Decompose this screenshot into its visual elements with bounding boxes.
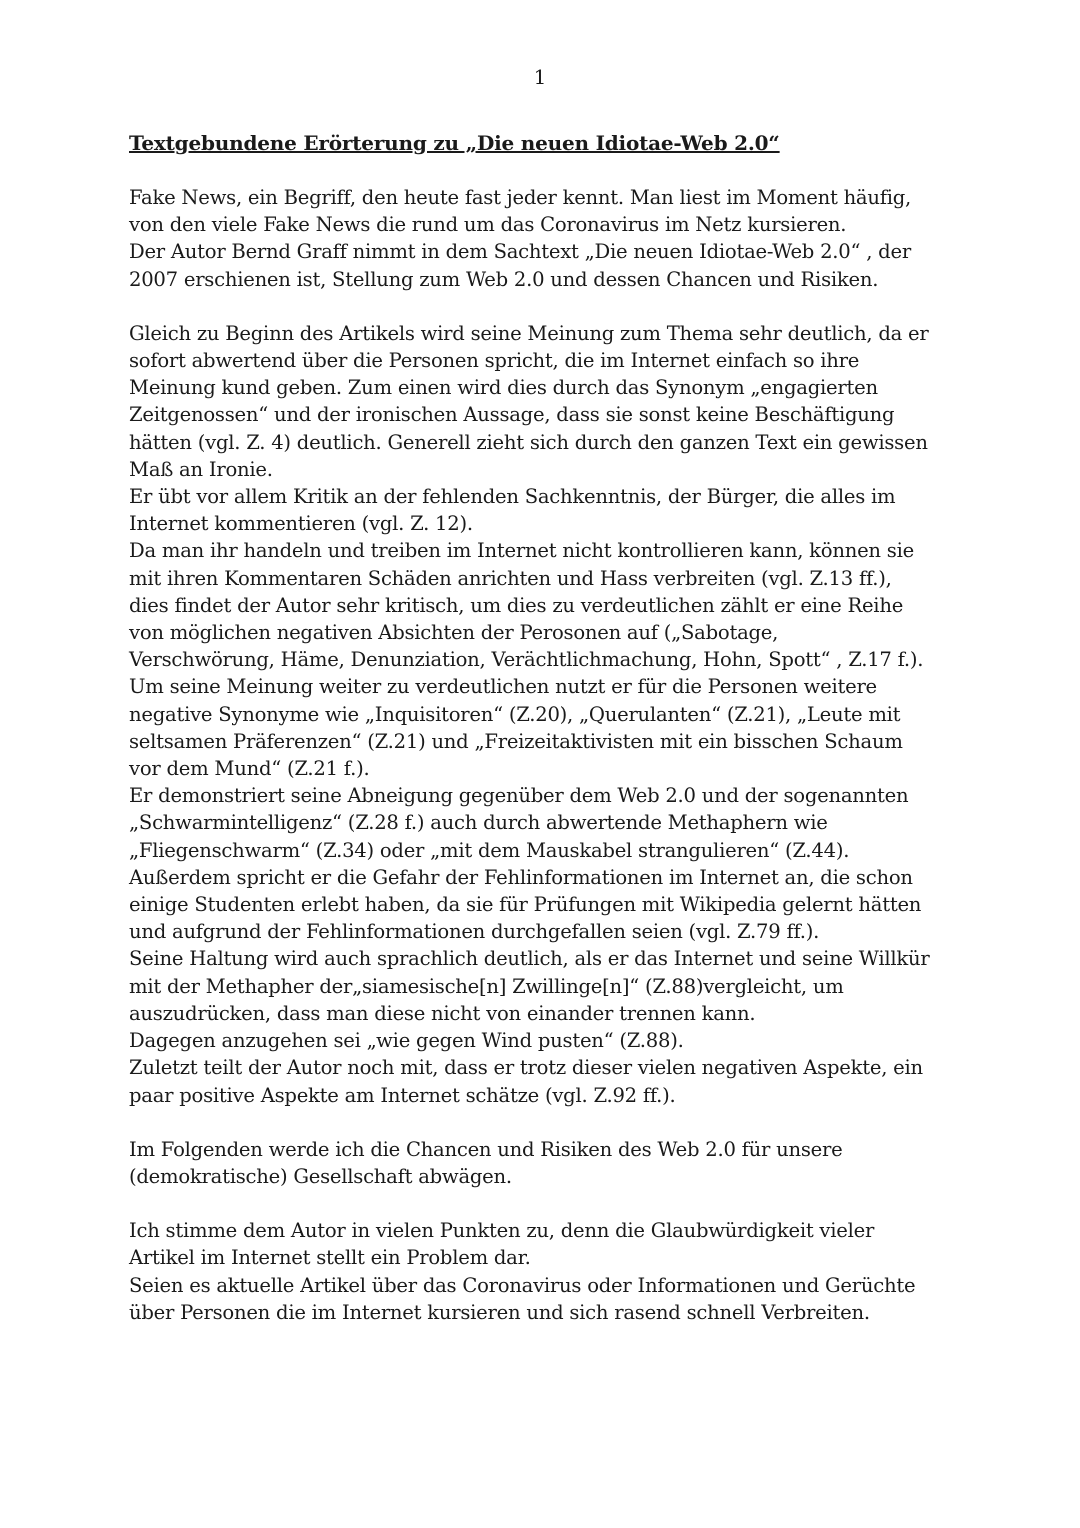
text-line: Zeitgenossen“ und der ironischen Aussage, dass sie sonst keine Beschäftigung xyxy=(129,403,895,427)
text-line: Artikel im Internet stellt ein Problem dar. xyxy=(129,1246,531,1270)
text-line: Seine Haltung wird auch sprachlich deutlich, als er das Internet und seine Willkür xyxy=(129,947,930,971)
text-line: Dagegen anzugehen sei „wie gegen Wind pusten“ (Z.88). xyxy=(129,1029,684,1053)
text-line: Internet kommentieren (vgl. Z. 12). xyxy=(129,512,473,536)
text-line: von möglichen negativen Absichten der Perosonen auf („Sabotage, xyxy=(129,621,779,645)
text-line: über Personen die im Internet kursieren und sich rasend schnell Verbreiten. xyxy=(129,1300,870,1324)
text-line: Seien es aktuelle Artikel über das Coronavirus oder Informationen und Gerüchte xyxy=(129,1273,916,1297)
paragraph xyxy=(129,320,959,1109)
paragraph xyxy=(129,1136,959,1190)
document-title: Textgebundene Erörterung zu „Die neuen Idiotae-Web 2.0“ xyxy=(129,131,780,155)
text-line: mit ihren Kommentaren Schäden anrichten und Hass verbreiten (vgl. Z.13 ff.), xyxy=(129,566,892,590)
text-line: sofort abwertend über die Personen spricht, die im Internet einfach so ihre xyxy=(129,349,860,373)
text-line: Ich stimme dem Autor in vielen Punkten zu, denn die Glaubwürdigkeit vieler xyxy=(129,1219,875,1243)
text-line: Außerdem spricht er die Gefahr der Fehlinformationen im Internet an, die schon xyxy=(129,865,913,889)
paragraph xyxy=(129,1217,959,1326)
text-line: Verschwörung, Häme, Denunziation, Verächtlichmachung, Hohn, Spott“ , Z.17 f.). xyxy=(129,648,924,672)
text-line: paar positive Aspekte am Internet schätze (vgl. Z.92 ff.). xyxy=(129,1083,676,1107)
text-line: hätten (vgl. Z. 4) deutlich. Generell zieht sich durch den ganzen Text ein gewissen xyxy=(129,430,928,454)
text-line: und aufgrund der Fehlinformationen durchgefallen seien (vgl. Z.79 ff.). xyxy=(129,920,820,944)
page-number: 1 xyxy=(533,65,547,89)
paragraphs-container xyxy=(129,184,959,1326)
text-line: „Schwarmintelligenz“ (Z.28 f.) auch durch abwertende Methaphern wie xyxy=(129,811,828,835)
text-line: „Fliegenschwarm“ (Z.34) oder „mit dem Mauskabel strangulieren“ (Z.44). xyxy=(129,838,850,862)
text-line: negative Synonyme wie „Inquisitoren“ (Z.20), „Querulanten“ (Z.21), „Leute mit xyxy=(129,702,901,726)
text-line: Er übt vor allem Kritik an der fehlenden Sachkenntnis, der Bürger, die alles im xyxy=(129,485,896,509)
text-line: mit der Methapher der„siamesische[n] Zwillinge[n]“ (Z.88)vergleicht, um xyxy=(129,974,844,998)
text-line: dies findet der Autor sehr kritisch, um dies zu verdeutlichen zählt er eine Reihe xyxy=(129,593,904,617)
text-line: 2007 erschienen ist, Stellung zum Web 2.0 und dessen Chancen und Risiken. xyxy=(129,267,879,291)
text-line: auszudrücken, dass man diese nicht von einander trennen kann. xyxy=(129,1001,756,1025)
text-line: Fake News, ein Begriff, den heute fast jeder kennt. Man liest im Moment häufig, xyxy=(129,186,912,209)
text-line: seltsamen Präferenzen“ (Z.21) und „Freizeitaktivisten mit ein bisschen Schaum xyxy=(129,729,903,753)
text-line: Um seine Meinung weiter zu verdeutlichen nutzt er für die Personen weitere xyxy=(129,675,877,699)
text-line: vor dem Mund“ (Z.21 f.). xyxy=(129,757,370,781)
document-body xyxy=(129,130,959,1326)
text-line: Im Folgenden werde ich die Chancen und Risiken des Web 2.0 für unsere xyxy=(129,1137,843,1161)
text-line: Meinung kund geben. Zum einen wird dies durch das Synonym „engagierten xyxy=(129,376,878,400)
text-line: einige Studenten erlebt haben, da sie für Prüfungen mit Wikipedia gelernt hätten xyxy=(129,893,922,917)
text-line: Zuletzt teilt der Autor noch mit, dass er trotz dieser vielen negativen Aspekte, ein xyxy=(129,1056,923,1080)
text-line: Er demonstriert seine Abneigung gegenüber dem Web 2.0 und der sogenannten xyxy=(129,784,909,808)
text-line: Gleich zu Beginn des Artikels wird seine Meinung zum Thema sehr deutlich, da er xyxy=(129,321,929,345)
text-line: Maß an Ironie. xyxy=(129,457,273,481)
text-line: von den viele Fake News die rund um das Coronavirus im Netz kursieren. xyxy=(129,213,847,237)
paragraph xyxy=(129,184,959,293)
text-line: Da man ihr handeln und treiben im Internet nicht kontrollieren kann, können sie xyxy=(129,539,914,563)
text-line: Der Autor Bernd Graff nimmt in dem Sachtext „Die neuen Idiotae-Web 2.0“ , der xyxy=(129,240,911,264)
text-line: (demokratische) Gesellschaft abwägen. xyxy=(129,1164,512,1188)
